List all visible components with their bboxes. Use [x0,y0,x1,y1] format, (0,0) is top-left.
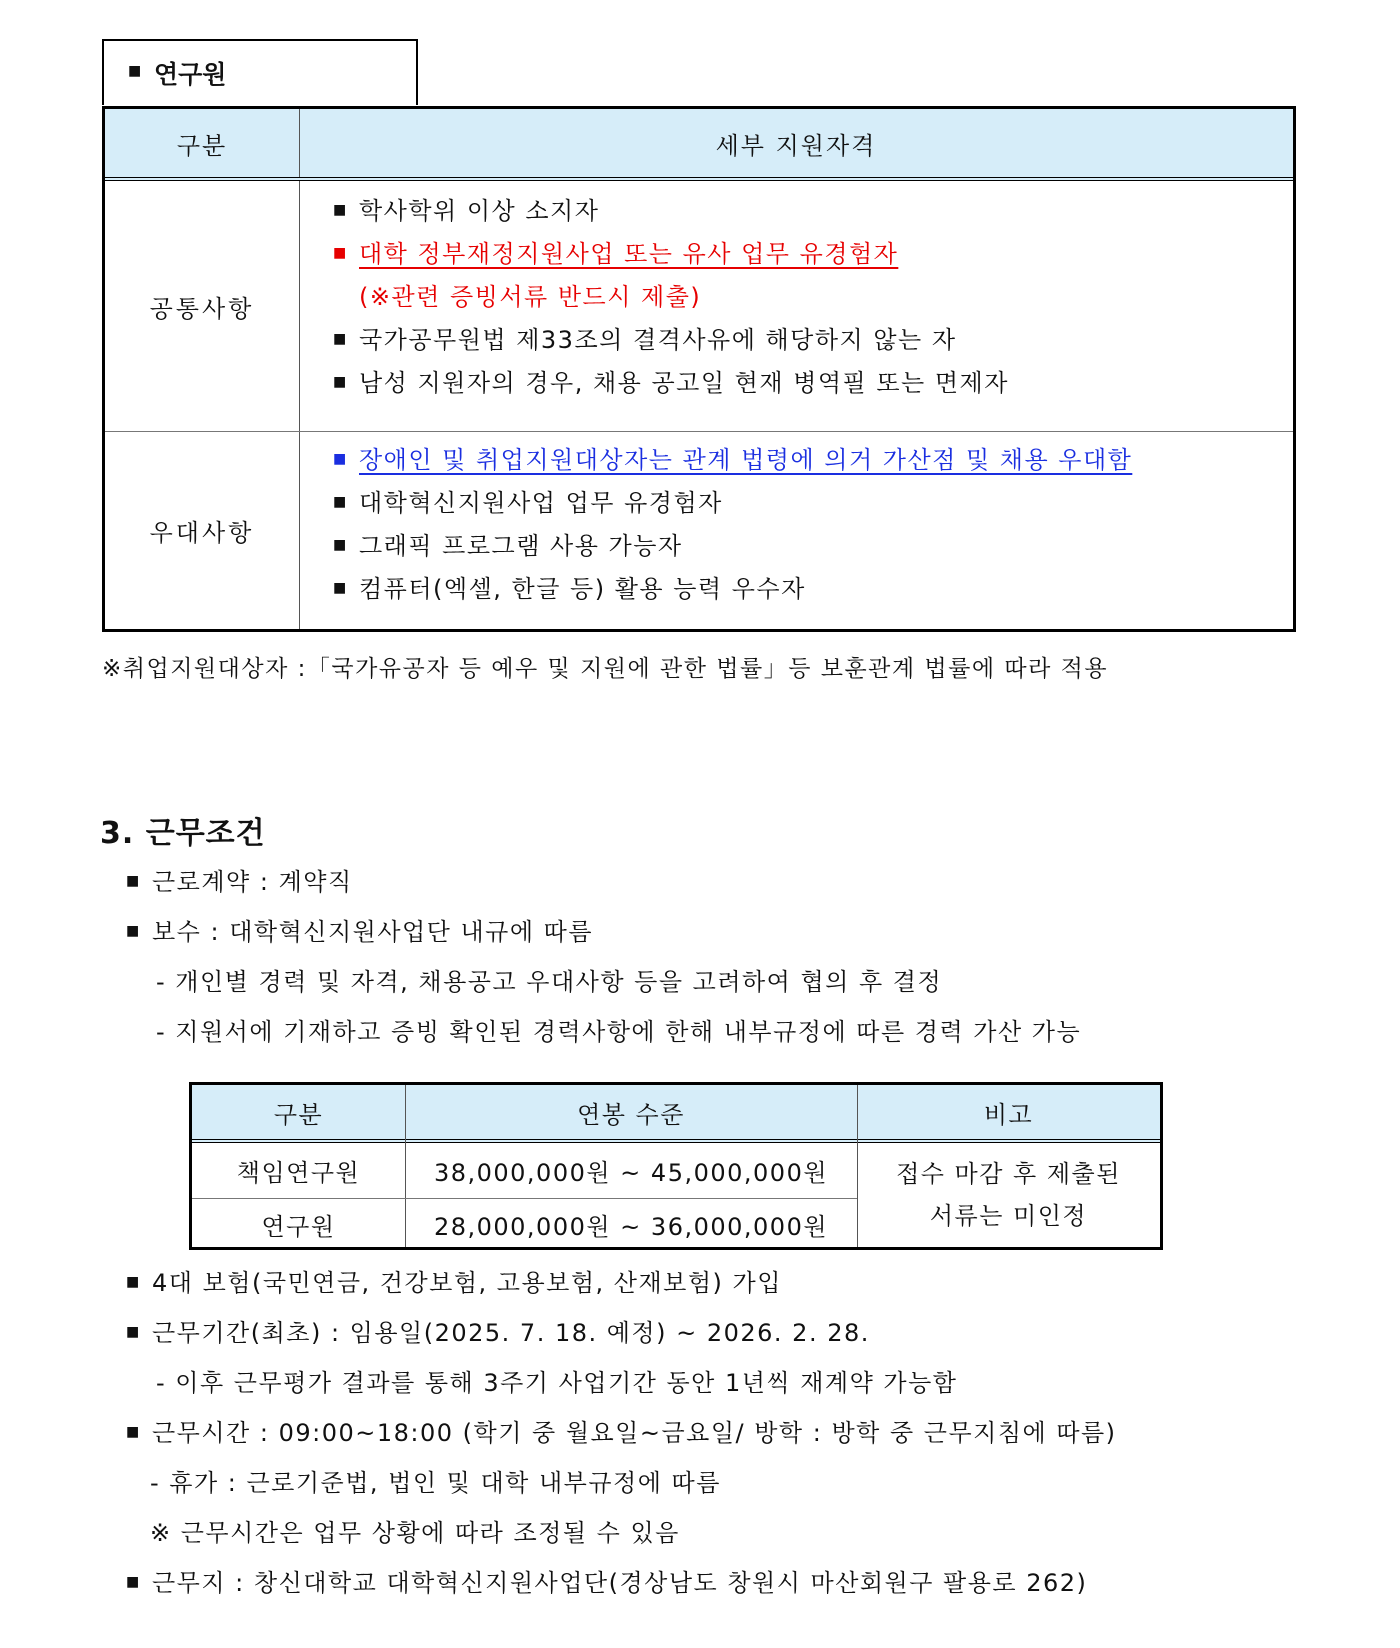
insurance-line: ■ 4대 보험(국민연금, 건강보험, 고용보험, 산재보험) 가입 [126,1269,782,1297]
period-sub-line: - 이후 근무평가 결과를 통해 3주기 사업기간 동안 1년씩 재계약 가능함 [156,1369,958,1397]
qualification-table-header [105,109,1293,181]
table-row-common [105,181,1293,432]
salary-remark-line: 접수 마감 후 제출된 [896,1159,1121,1188]
header-salary: 연봉 수준 [577,1100,685,1129]
pay-line: ■ 보수 : 대학혁신지원사업단 내규에 따름 [126,918,594,946]
header-details: 세부 지원자격 [715,131,877,160]
square-bullet-icon: ■ [126,1574,141,1590]
square-bullet-icon: ■ [126,1324,141,1340]
salary-row-range: 38,000,000원 ~ 45,000,000원 [433,1158,829,1187]
list-item: ■ 남성 지원자의 경우, 채용 공고일 현재 병역필 또는 면제자 [333,369,1009,397]
salary-row-position: 책임연구원 [236,1158,361,1187]
list-item: ■ 컴퓨터(엑셀, 한글 등) 활용 능력 우수자 [333,575,806,603]
hours-line: ■ 근무시간 : 09:00~18:00 (학기 중 월요일~금요일/ 방학 : 방학 중 근무지침에 따름) [126,1419,1117,1447]
header-category: 구분 [105,109,300,177]
section-heading: 3. 근무조건 [100,816,266,851]
section-label-box [102,39,418,105]
header-remark: 비고 [983,1100,1034,1129]
list-item-highlight: ■ 대학 정부재정지원사업 또는 유사 업무 유경험자 [333,240,899,268]
square-bullet-icon: ■ [333,494,348,510]
square-bullet-icon: ■ [333,537,348,553]
row-category: 공통사항 [105,181,300,431]
pay-sub-line: - 지원서에 기재하고 증빙 확인된 경력사항에 한해 내부규정에 따른 경력 가산 가능 [156,1018,1082,1046]
square-bullet-icon: ■ [128,63,142,79]
table-row-preference [105,432,1293,629]
square-bullet-icon: ■ [333,202,348,218]
square-bullet-icon: ■ [126,1274,141,1290]
row-category: 우대사항 [105,432,300,629]
contract-line: ■ 근로계약 : 계약직 [126,868,353,896]
square-bullet-icon: ■ [333,245,348,261]
square-bullet-icon: ■ [126,923,141,939]
square-bullet-icon: ■ [126,1424,141,1440]
square-bullet-icon: ■ [333,331,348,347]
salary-row-range: 28,000,000원 ~ 36,000,000원 [433,1212,829,1241]
footnote: ※취업지원대상자 :「국가유공자 등 예우 및 지원에 관한 법률」등 보훈관계 법률에 따라 적용 [102,656,1109,682]
list-item-note: (※관련 증빙서류 반드시 제출) [359,283,702,311]
salary-row-position: 연구원 [261,1212,336,1241]
list-item: ■ 국가공무원법 제33조의 결격사유에 해당하지 않는 자 [333,326,957,354]
list-item: ■ 대학혁신지원사업 업무 유경험자 [333,489,723,517]
list-item-highlight: ■ 장애인 및 취업지원대상자는 관계 법령에 의거 가산점 및 채용 우대함 [333,446,1133,474]
qualification-table [102,106,1296,632]
square-bullet-icon: ■ [126,873,141,889]
hours-note-line: ※ 근무시간은 업무 상황에 따라 조정될 수 있음 [150,1519,680,1547]
salary-table [189,1082,1163,1250]
square-bullet-icon: ■ [333,374,348,390]
list-item: ■ 그래픽 프로그램 사용 가능자 [333,532,683,560]
period-line: ■ 근무기간(최초) : 임용일(2025. 7. 18. 예정) ~ 2026. 2. 28. [126,1319,870,1347]
header-category: 구분 [273,1100,324,1129]
hours-sub-line: - 휴가 : 근로기준법, 법인 및 대학 내부규정에 따름 [150,1469,721,1497]
location-line: ■ 근무지 : 창신대학교 대학혁신지원사업단(경상남도 창원시 마산회원구 팔용로 262) [126,1569,1088,1597]
section-label: 연구원 [154,60,227,89]
pay-sub-line: - 개인별 경력 및 자격, 채용공고 우대사항 등을 고려하여 협의 후 결정 [156,968,943,996]
salary-remark-line: 서류는 미인정 [929,1201,1088,1230]
square-bullet-icon: ■ [333,451,348,467]
square-bullet-icon: ■ [333,580,348,596]
list-item: ■ 학사학위 이상 소지자 [333,197,600,225]
